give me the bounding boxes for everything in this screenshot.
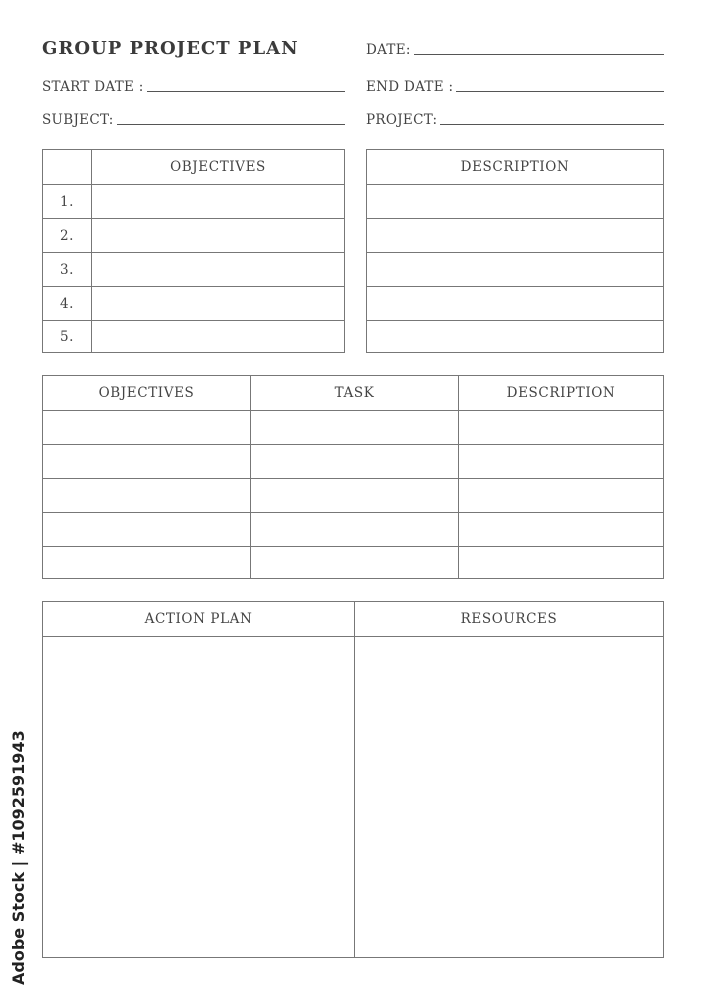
table-row[interactable] <box>367 286 663 320</box>
table-row[interactable] <box>43 512 663 546</box>
project-field[interactable] <box>366 112 664 128</box>
table-row[interactable] <box>43 478 663 512</box>
objective-cell[interactable] <box>91 185 344 218</box>
action-header-row <box>43 602 663 636</box>
action-body-row <box>43 636 663 957</box>
subject-line <box>117 123 345 125</box>
subject-label: SUBJECT: <box>42 112 114 128</box>
objectives-header: OBJECTIVES <box>91 150 344 184</box>
stock-watermark: Adobe Stock | #1092591943 <box>9 730 28 985</box>
description-cell[interactable] <box>458 547 663 578</box>
objective-cell[interactable] <box>43 411 250 444</box>
action-plan-header: ACTION PLAN <box>144 611 253 627</box>
description-cell[interactable] <box>458 479 663 512</box>
task-cell[interactable] <box>250 479 458 512</box>
objective-cell[interactable] <box>43 513 250 546</box>
table-row[interactable] <box>43 184 344 218</box>
row-number: 1. <box>59 193 75 210</box>
task-cell[interactable] <box>250 513 458 546</box>
start-date-field[interactable] <box>42 79 345 95</box>
objective-cell[interactable] <box>91 287 344 320</box>
task-cell[interactable] <box>250 445 458 478</box>
objective-cell[interactable] <box>43 547 250 578</box>
table-row[interactable] <box>367 184 663 218</box>
description-header-row <box>367 150 663 184</box>
project-line <box>440 123 664 125</box>
description-cell[interactable] <box>367 185 663 218</box>
resources-area[interactable] <box>354 637 663 957</box>
description-header: DESCRIPTION <box>460 159 570 175</box>
table-row[interactable] <box>43 546 663 578</box>
description-cell[interactable] <box>458 411 663 444</box>
task-table <box>42 375 664 579</box>
table-row[interactable] <box>43 444 663 478</box>
task-header: TASK <box>250 376 458 410</box>
table-row[interactable] <box>367 320 663 352</box>
resources-header: RESOURCES <box>354 602 663 636</box>
task-description-header: DESCRIPTION <box>458 376 663 410</box>
objectives-header-row <box>43 150 344 184</box>
table-row[interactable] <box>43 218 344 252</box>
row-number: 5. <box>59 328 75 345</box>
table-row[interactable] <box>43 252 344 286</box>
end-date-field[interactable] <box>366 79 664 95</box>
table-row[interactable] <box>367 218 663 252</box>
description-cell[interactable] <box>367 321 663 352</box>
start-date-label: START DATE : <box>42 79 144 95</box>
row-number: 4. <box>59 295 75 312</box>
description-table <box>366 149 664 353</box>
action-plan-table <box>42 601 664 958</box>
end-date-label: END DATE : <box>366 79 454 95</box>
objective-cell[interactable] <box>43 479 250 512</box>
table-row[interactable] <box>43 286 344 320</box>
objective-cell[interactable] <box>91 253 344 286</box>
date-label: DATE: <box>366 42 411 58</box>
table-row[interactable] <box>367 252 663 286</box>
objective-cell[interactable] <box>91 219 344 252</box>
task-cell[interactable] <box>250 411 458 444</box>
action-plan-area[interactable] <box>43 637 354 957</box>
task-objectives-header: OBJECTIVES <box>98 385 195 401</box>
task-header-row <box>43 376 663 410</box>
task-cell[interactable] <box>250 547 458 578</box>
description-cell[interactable] <box>458 513 663 546</box>
objectives-table <box>42 149 345 353</box>
end-date-line <box>456 90 664 92</box>
table-row[interactable] <box>43 410 663 444</box>
row-number: 3. <box>59 261 75 278</box>
description-cell[interactable] <box>458 445 663 478</box>
page-title: GROUP PROJECT PLAN <box>42 38 299 59</box>
description-cell[interactable] <box>367 287 663 320</box>
date-line <box>414 53 664 55</box>
row-number: 2. <box>59 227 75 244</box>
objective-cell[interactable] <box>91 321 344 352</box>
date-field[interactable] <box>366 42 664 58</box>
start-date-line <box>147 90 345 92</box>
project-label: PROJECT: <box>366 112 438 128</box>
description-cell[interactable] <box>367 219 663 252</box>
table-row[interactable] <box>43 320 344 352</box>
description-cell[interactable] <box>367 253 663 286</box>
objective-cell[interactable] <box>43 445 250 478</box>
objectives-corner-cell <box>43 150 91 184</box>
subject-field[interactable] <box>42 112 345 128</box>
